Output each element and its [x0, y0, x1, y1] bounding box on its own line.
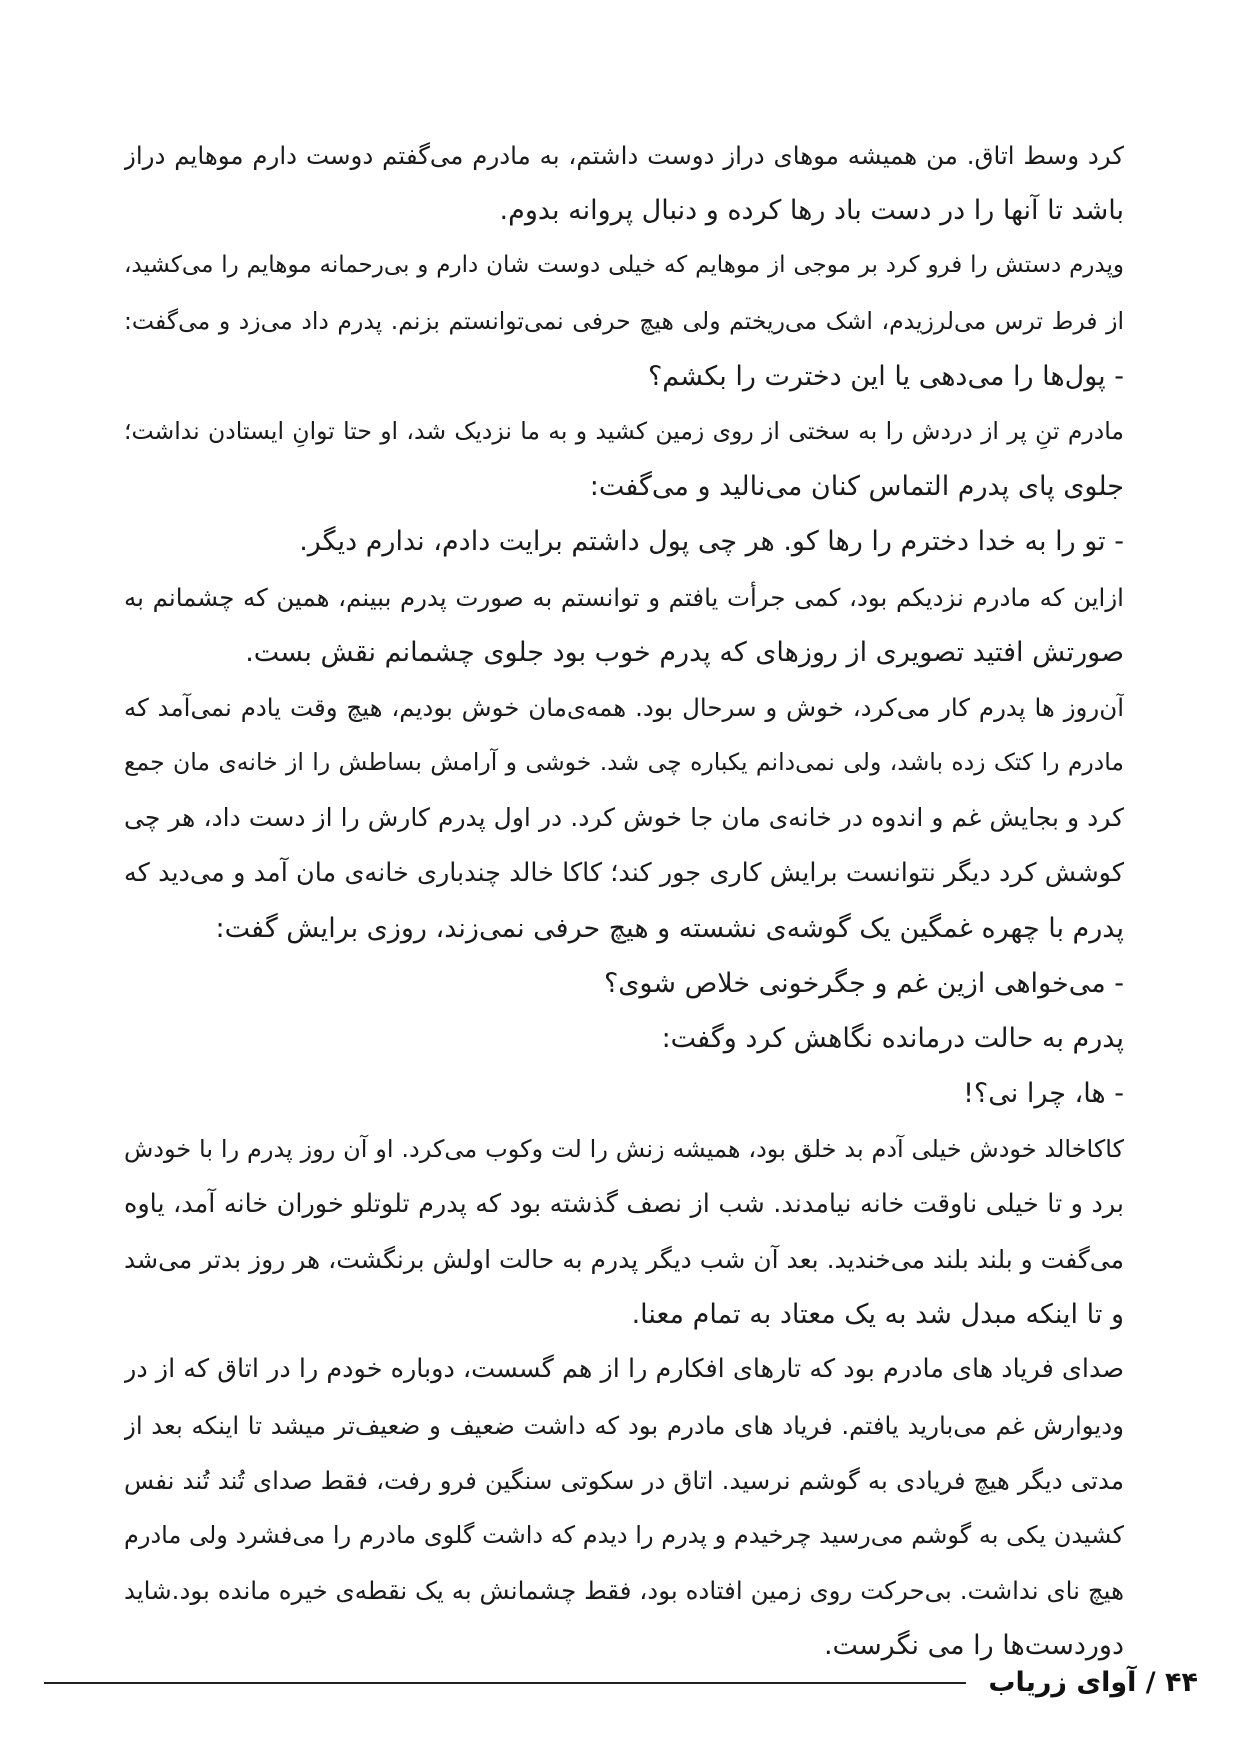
text-line: دوردست‌ها را می نگرست.	[823, 1630, 1124, 1662]
page-footer	[44, 1667, 1198, 1698]
text-line: مدتی دیگر هیچ فریادی به گوشم نرسید. اتاق در سکوتی سنگین فرو رفت، فقط صدای تُند تُند نفس	[124, 1465, 1124, 1495]
dialogue-line	[124, 956, 1124, 1011]
text-line: - می‌خواهی ازین غم و جگرخونی خلاص شوی؟	[603, 968, 1124, 1000]
text-line: مادرم را کتک زده باشد، ولی نمی‌دانم یکباره چی شد. خوشی و آرامش بساطش را از خانه‌ی مان جمع	[124, 748, 1124, 777]
text-line: پدرم با چهره غمگین یک گوشه‌ی نشسته و هیچ حرفی نمی‌زند، روزی برایش گفت:	[215, 912, 1124, 944]
text-line: کرد و بجایش غم و اندوه در خانه‌ی مان جا خوش کرد. در اول پدرم کارش را از دست داد، هر چی	[124, 803, 1124, 833]
text-line: آن‌روز ها پدرم کار می‌کرد، خوش و سرحال بود. همه‌ی‌مان خوش بودیم، هیچ وقت یادم نمی‌آمد که	[124, 693, 1124, 723]
text-line: و تا اینکه مبدل شد به یک معتاد به تمام معنا.	[631, 1299, 1124, 1331]
text-line: کشیدن یکی به گوشم می‌رسید چرخیدم و پدرم را دیدم که داشت گلوی مادرم را می‌فشرد ولی مادرم	[124, 1521, 1124, 1550]
paragraph	[124, 570, 1124, 680]
text-line: برد و تا خیلی ناوقت خانه نیامدند. شب از نصف گذشته بود که پدرم تلوتلو خوران خانه آمد، یاوه	[124, 1188, 1124, 1219]
text-line: مادرم تنِ پر از دردش را به سختی از روی زمین کشید و به ما نزدیک شد، او حتا توانِ ایستادن نداشت؛	[124, 417, 1124, 446]
text-line: هیچ نای نداشت. بی‌حرکت روی زمین افتاده بود، فقط چشمانش به یک نقطه‌ی خیره مانده بود.شاید	[124, 1576, 1124, 1606]
book-page-body	[124, 128, 1124, 1674]
dialogue-line	[124, 514, 1124, 569]
text-line: صورتش افتید تصویری از روزهای که پدرم خوب بود جلوی چشمانم نقش بست.	[245, 636, 1124, 668]
text-line: وپدرم دستش را فرو کرد بر موجی از موهایم که خیلی دوست شان دارم و بی‌رحمانه موهایم را می‌کشید،	[124, 252, 1124, 279]
text-line: باشد تا آنها را در دست باد رها کرده و دنبال پروانه بدوم.	[499, 195, 1124, 227]
paragraph	[124, 238, 1124, 348]
text-line: - ها، چرا نی؟!	[963, 1078, 1124, 1110]
text-line: - پول‌ها را می‌دهی یا این دخترت را بکشم؟	[647, 360, 1124, 392]
text-line: ودیوارش غم می‌بارید یافتم. فریاد های مادرم بود که داشت ضعیف و ضعیف‌تر میشد تا اینکه بعد از	[124, 1410, 1124, 1440]
dialogue-line	[124, 1066, 1124, 1121]
text-line: جلوی پای پدرم التماس کنان می‌نالید و می‌گفت:	[589, 471, 1124, 503]
page-number-and-book-title: ۴۴ / آوای زریاب	[988, 1667, 1198, 1698]
footer-rule	[44, 1682, 966, 1684]
text-line: ازاین که مادرم نزدیکم بود، کمی جرأت یافتم و توانستم به صورت پدرم ببینم، همین که چشمانم به	[124, 582, 1124, 612]
paragraph	[124, 680, 1124, 956]
dialogue-line	[124, 349, 1124, 404]
text-line: می‌گفت و بلند بلند می‌خندید. بعد آن شب دیگر پدرم به حالت اولش برنگشت، هر روز بدتر می‌شد	[124, 1245, 1124, 1275]
paragraph	[124, 1342, 1124, 1673]
paragraph	[124, 1011, 1124, 1066]
paragraph	[124, 1122, 1124, 1343]
text-line: صدای فریاد های مادرم بود که تارهای افکارم را از هم گسست، دوباره خودم را در اتاق که از در	[124, 1354, 1124, 1385]
paragraph	[124, 404, 1124, 514]
text-line: از فرط ترس می‌لرزیدم، اشک می‌ریختم ولی هیچ حرفی نمی‌توانستم بزنم. پدرم داد می‌زد و می‌گفت:	[124, 306, 1124, 335]
text-line: کوشش کرد دیگر نتوانست برایش کاری جور کند؛ کاکا خالد چندباری خانه‌ی مان آمد و می‌دید که	[124, 857, 1124, 888]
text-line: پدرم به حالت درمانده نگاهش کرد وگفت:	[661, 1023, 1124, 1055]
text-line: - تو را به خدا دخترم را رها کو. هر چی پول داشتم برایت دادم، ندارم دیگر.	[299, 526, 1124, 558]
text-line: کاکاخالد خودش خیلی آدم بد خلق بود، همیشه زنش را لت وکوب می‌کرد. او آن روز پدرم را با خودش	[124, 1134, 1124, 1163]
text-line: کرد وسط اتاق. من همیشه موهای دراز دوست داشتم، به مادرم می‌گفتم دوست دارم موهایم دراز	[124, 141, 1124, 170]
paragraph	[124, 128, 1124, 238]
